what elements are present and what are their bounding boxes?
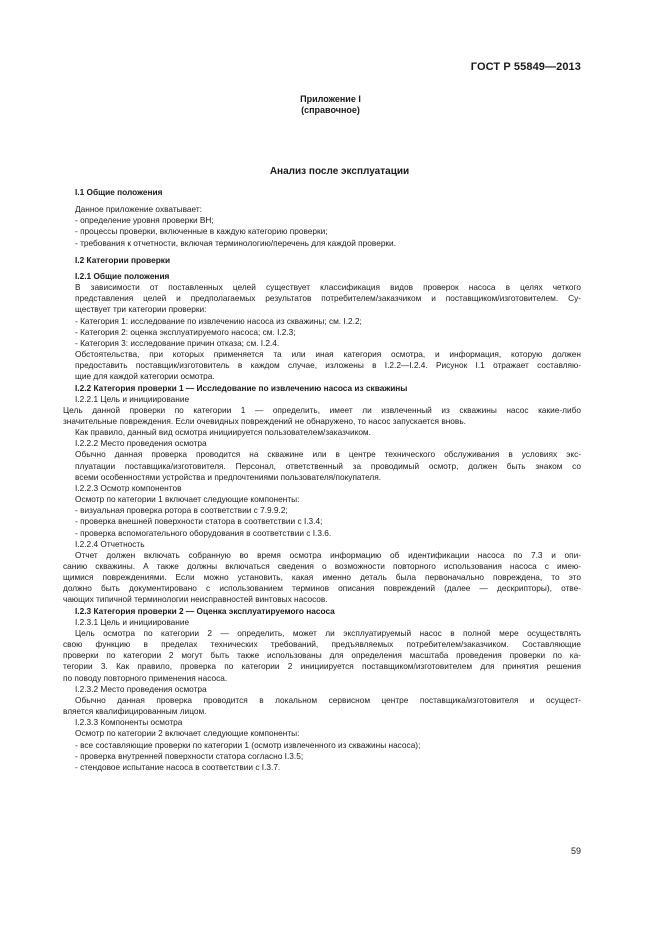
annex-name: Приложение I: [300, 94, 361, 104]
section-heading: I.2.2 Категория проверки 1 — Исследование по извлечению насоса из скважины: [75, 382, 408, 393]
text-line: - Категория 2: оценка эксплуатируемого насоса; см. I.2.3;: [75, 326, 296, 337]
text-line: - Категория 3: исследование причин отказа; см. I.2.4.: [75, 337, 280, 348]
text-line: всеми особенностями устройства и предпочтениями пользователя/покупателя.: [75, 471, 382, 482]
standard-number: ГОСТ Р 55849—2013: [470, 61, 581, 73]
text-line: тегории 3. Как правило, проверка по категории 2 инициируется поставщиком/изготовителем для принятия решения: [63, 661, 581, 672]
text-line: Как правило, данный вид осмотра инициируется пользователем/заказчиком.: [75, 427, 371, 438]
text-line: вляется квалифицированным лицом.: [63, 706, 207, 717]
text-line: - проверка внутренней поверхности статора согласно I.3.5;: [75, 750, 304, 761]
page-number: 59: [570, 846, 581, 856]
text-line: Цель осмотра по категории 2 — определить, может ли эксплуатируемый насос в полной мере осуществлять: [75, 627, 581, 638]
text-line: должно быть документировано с использованием терминов описания повреждений (далее — дескрипторы), отве-: [63, 583, 581, 594]
section-heading: I.1 Общие положения: [75, 187, 163, 197]
text-line: - все составляющие проверки по категории 1 (осмотр извлеченного из скважины насоса);: [75, 739, 421, 750]
text-line: плуатации поставщика/изготовителя. Персонал, ответственный за проводимый осмотр, должен быть знаком со: [75, 460, 581, 471]
text-line: - проверка вспомогательного оборудования в соответствии с I.3.6.: [75, 527, 332, 538]
text-line: чающих типичной терминологии неисправностей винтовых насосов.: [63, 594, 328, 605]
text-line: I.2.2.2 Место проведения осмотра: [75, 438, 207, 449]
text-line: Осмотр по категории 2 включает следующие компоненты:: [75, 728, 300, 739]
text-line: I.2.3.1 Цель и инициирование: [75, 616, 190, 627]
text-line: I.2.2.4 Отчетность: [75, 538, 145, 549]
text-line: щие для каждой категории осмотра.: [75, 371, 215, 382]
text-line: Обычно данная проверка проводится в локальном сервисном центре поставщика/изготовителя и осущест-: [75, 694, 581, 705]
document-body: [63, 187, 581, 773]
text-line: предоставить поставщик/изготовитель в каждом случае, изложены в I.2.2—I.2.4. Рисунок I.1 отражает составляю-: [75, 360, 581, 371]
text-line: В зависимости от поставленных целей существует классификация видов проверок насоса в целях четкого: [75, 282, 581, 293]
text-line: I.2.2.3 Осмотр компонентов: [75, 482, 182, 493]
text-line: I.2.2.1 Цель и инициирование: [75, 393, 190, 404]
text-line: санию скважины. А также должны включаться сведения о возможности повторного использования насоса с имею-: [63, 561, 581, 571]
text-line: Осмотр по категории 1 включает следующие компоненты:: [75, 494, 300, 505]
text-line: Цель данной проверки по категории 1 — определить, имеет ли извлеченный из скважины насос какие-либо: [63, 404, 581, 415]
text-line: - процессы проверки, включенные в каждую категорию проверки;: [75, 226, 328, 237]
text-line: I.2.3.2 Место проведения осмотра: [75, 683, 207, 694]
text-line: Обычно данная проверка проводится на скважине или в центре технического обслуживания в условиях экс-: [75, 449, 581, 460]
text-line: - определение уровня проверки ВН;: [75, 215, 214, 226]
text-line: проверки по категории 2 могут быть также использованы для определения масштаба проведения проверки по ка-: [63, 650, 581, 661]
document-title: Анализ после эксплуатации: [269, 166, 410, 177]
text-line: I.2.3.3 Компоненты осмотра: [75, 717, 183, 728]
text-line: свою функцию в пределах технических требований, предъявляемых потребителем/заказчиком. Составляющие: [63, 639, 581, 650]
text-line: - проверка внешней поверхности статора в соответствии с I.3.4;: [75, 516, 323, 527]
text-line: по поводу повторного применения насоса.: [63, 672, 228, 683]
section-heading: I.2.1 Общие положения: [75, 270, 170, 281]
annex-kind: (справочное): [301, 105, 360, 115]
text-line: Данное приложение охватывает:: [75, 204, 202, 215]
text-line: Отчет должен включать собранную во время осмотра информацию об идентификации насоса по 7.3 и опи-: [75, 549, 581, 560]
text-line: значительные повреждения. Если очевидных повреждений не обнаружено, то насос запускается вновь.: [63, 415, 466, 426]
section-heading: I.2 Категории проверки: [75, 254, 171, 265]
text-line: - стендовое испытание насоса в соответствии с I.3.7.: [75, 761, 281, 772]
text-line: - визуальная проверка ротора в соответствии с 7.9.9.2;: [75, 505, 288, 516]
section-heading: I.2.3 Категория проверки 2 — Оценка эксплуатируемого насоса: [75, 605, 335, 616]
text-line: - Категория 1: исследование по извлечению насоса из скважины; см. I.2.2;: [75, 315, 362, 326]
text-line: - требования к отчетности, включая терминологию/перечень для каждой проверки.: [75, 237, 396, 248]
text-line: представления целей и предполагаемых результатов потребителем/заказчиком и поставщиком/изготовителем. Су-: [75, 293, 581, 304]
text-line: Обстоятельства, при которых применяется та или иная категория осмотра, и информация, которую должен: [75, 349, 581, 360]
text-line: щимися повреждениями. Если можно установить, какая именно деталь была первоначально повреждена, то это: [63, 572, 581, 583]
text-line: ществует три категории проверки:: [75, 304, 207, 315]
